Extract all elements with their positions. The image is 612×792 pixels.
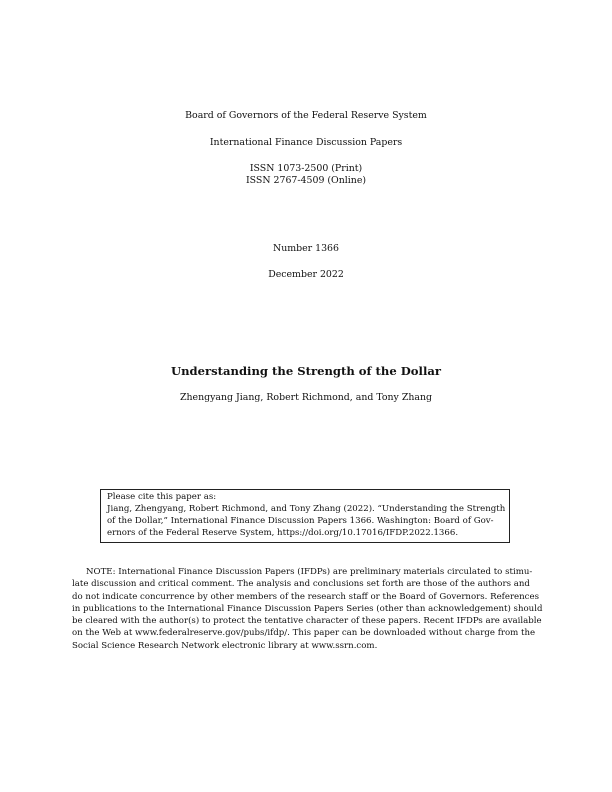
paper-title: Understanding the Strength of the Dollar [171,364,441,378]
issn-online: ISSN 2767-4509 (Online) [245,175,367,186]
citation-line: ernors of the Federal Reserve System, https://doi.org/10.17016/IFDP.2022.1366. [107,528,459,538]
issue-number: Number 1366 [272,243,339,254]
paper-authors: Zhengyang Jiang, Robert Richmond, and Tony Zhang [179,392,433,403]
note-line: late discussion and critical comment. The analysis and conclusions set forth are those of the authors and [72,579,530,590]
note-line: NOTE: International Finance Discussion Papers (IFDPs) are preliminary materials circulated to stimu- [86,567,533,577]
citation-line: Jiang, Zhengyang, Robert Richmond, and Tony Zhang (2022). “Understanding the Strength [107,504,506,514]
note-line: do not indicate concurrence by other members of the research staff or the Board of Governors. References [72,591,539,602]
disclaimer-note [72,566,544,652]
series-name: International Finance Discussion Papers [209,137,403,148]
issn-print: ISSN 1073-2500 (Print) [249,163,363,174]
issue-date: December 2022 [268,269,344,280]
note-line: be cleared with the author(s) to protect the tentative character of these papers. Recent IFDPs are available [72,616,542,627]
institution-name: Board of Governors of the Federal Reserve System [185,110,427,121]
citation-line: of the Dollar,” International Finance Discussion Papers 1366. Washington: Board of Gov- [107,516,494,526]
note-line: on the Web at www.federalreserve.gov/pubs/ifdp/. This paper can be downloaded without charge from the [72,628,536,639]
citation-box [100,489,510,543]
note-line: in publications to the International Finance Discussion Papers Series (other than acknowledgement) should [72,603,543,614]
citation-line: Please cite this paper as: [107,492,217,502]
note-line: Social Science Research Network electronic library at www.ssrn.com. [72,640,378,651]
